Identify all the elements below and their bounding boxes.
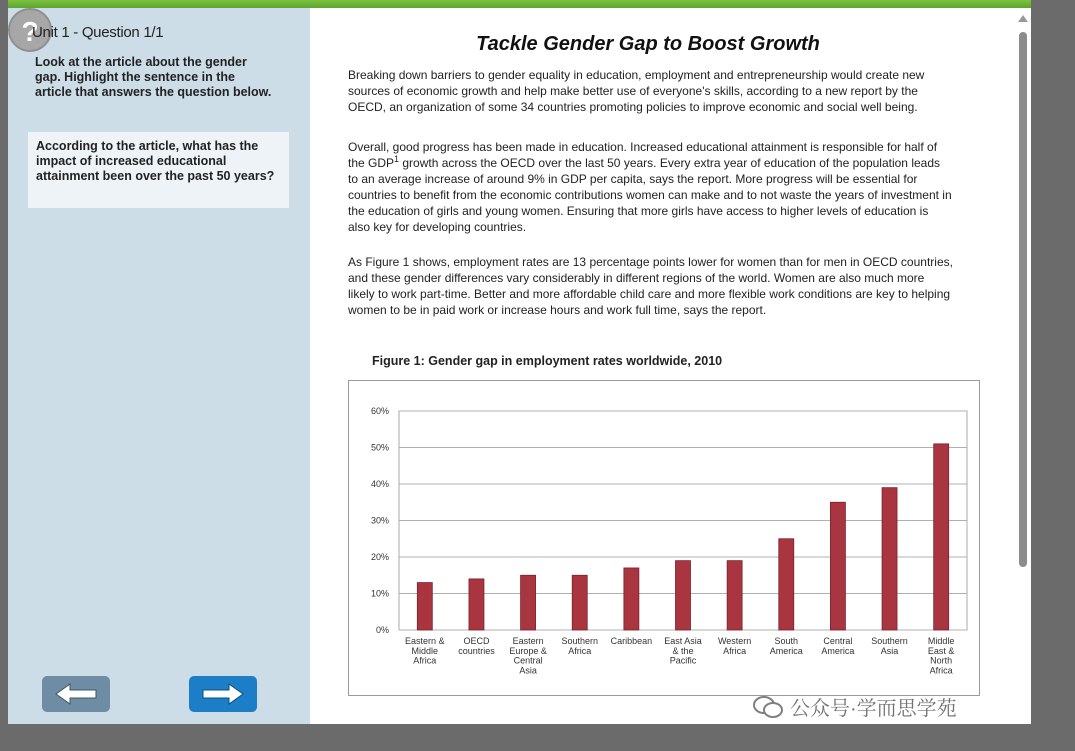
x-tick-label: countries bbox=[458, 645, 495, 656]
bar bbox=[779, 539, 794, 630]
bar bbox=[676, 561, 691, 630]
x-tick-label: Africa bbox=[723, 645, 747, 656]
x-tick-label: OECD bbox=[463, 636, 490, 646]
question-box: According to the article, what has the impact of increased educational attainment been over the past 50 years? bbox=[28, 132, 289, 208]
paragraph-2-part-a[interactable]: Overall, good progress has been made in education. Increased educational attainment is responsible for half of the GDP bbox=[348, 140, 938, 170]
x-tick-label: Eastern & bbox=[405, 636, 445, 646]
x-tick-label: East Asia bbox=[664, 636, 702, 646]
y-tick-label: 40% bbox=[370, 479, 389, 489]
arrow-left-icon bbox=[54, 682, 98, 706]
x-tick-label: Southern bbox=[871, 636, 908, 646]
article-paragraph-2[interactable] bbox=[348, 139, 953, 235]
watermark-text: 公众号·学而思学苑 bbox=[790, 698, 957, 720]
x-tick-label: East & bbox=[927, 645, 955, 656]
x-tick-label: Western bbox=[717, 636, 752, 646]
figure-caption: Figure 1: Gender gap in employment rates worldwide, 2010 bbox=[372, 354, 723, 368]
article-paragraph-3[interactable]: As Figure 1 shows, employment rates are 13 percentage points lower for women than for men in OECD countries, and these gender differences vary considerably in different regions of the world. Women are also much more likely to work part-time. Better and more affordable child care and more flexible work conditions are key to helping women to be in paid work or increase hours and work full time, says the report. bbox=[348, 255, 953, 317]
x-tick-label: America bbox=[769, 645, 803, 656]
arrow-right-icon bbox=[201, 682, 245, 706]
bar bbox=[521, 575, 536, 630]
y-tick-label: 10% bbox=[370, 588, 389, 599]
back-button[interactable] bbox=[42, 676, 110, 712]
wechat-icon bbox=[752, 694, 784, 720]
x-tick-label: Middle bbox=[411, 645, 439, 656]
x-tick-label: Africa bbox=[929, 665, 953, 676]
x-tick-label: Central bbox=[823, 636, 853, 646]
bar-chart bbox=[349, 381, 979, 695]
bar bbox=[727, 561, 742, 630]
y-tick-label: 50% bbox=[370, 442, 389, 453]
y-tick-label: 30% bbox=[370, 515, 389, 526]
scroll-up-icon[interactable] bbox=[1018, 15, 1028, 22]
y-tick-label: 0% bbox=[375, 625, 389, 635]
x-tick-label: Central bbox=[513, 655, 543, 666]
bar bbox=[469, 579, 484, 630]
x-tick-label: Africa bbox=[568, 645, 592, 656]
watermark bbox=[752, 692, 957, 721]
footnote-marker: 1 bbox=[394, 154, 400, 164]
bar bbox=[882, 488, 897, 630]
unit-title: Unit 1 - Question 1/1 bbox=[32, 24, 164, 41]
x-tick-label: Asia bbox=[519, 665, 537, 676]
x-tick-label: Africa bbox=[413, 655, 437, 666]
x-tick-label: Eastern bbox=[512, 636, 544, 646]
x-tick-label: South bbox=[774, 636, 799, 646]
bar bbox=[417, 583, 432, 630]
question-panel bbox=[8, 8, 310, 724]
chart-container bbox=[348, 380, 980, 696]
x-tick-label: Europe & bbox=[509, 645, 547, 656]
y-tick-label: 20% bbox=[370, 552, 389, 562]
next-button[interactable] bbox=[189, 676, 257, 712]
x-tick-label: & the bbox=[672, 645, 694, 656]
x-tick-label: Caribbean bbox=[610, 636, 653, 646]
article-paragraph-1[interactable]: Breaking down barriers to gender equality in education, employment and entrepreneurship would create new sources of economic growth and help make better use of everyone's skills, according to a new report by the OECD, an organization of some 34 countries promoting policies to improve economic and social well being. bbox=[348, 68, 925, 114]
x-tick-label: Southern bbox=[561, 636, 598, 646]
scrollbar-thumb[interactable] bbox=[1019, 32, 1027, 567]
app-frame bbox=[8, 0, 1031, 724]
bar bbox=[934, 444, 949, 630]
y-tick-label: 60% bbox=[370, 406, 389, 416]
x-tick-label: America bbox=[821, 645, 855, 656]
x-tick-label: North bbox=[930, 655, 953, 666]
x-tick-label: Middle bbox=[927, 636, 955, 646]
article-title: Tackle Gender Gap to Boost Growth bbox=[476, 33, 820, 55]
top-accent-bar bbox=[8, 0, 1031, 8]
paragraph-2-part-b[interactable]: growth across the OECD over the last 50 years. Every extra year of education of the population leads to an average increase of around 9% in GDP per capita, says the report. More progress will be essential for countries to benefit from the economic contributions women can make and to not waste the years of investment in the education of girls and young women. Ensuring that more girls have access to higher levels of education is also key for developing countries. bbox=[348, 156, 952, 234]
help-button[interactable]: ? bbox=[8, 8, 52, 52]
x-tick-label: Pacific bbox=[669, 655, 697, 666]
instruction-text: Look at the article about the gender gap. Highlight the sentence in the article that answers the question below. bbox=[35, 55, 272, 99]
bar bbox=[572, 575, 587, 630]
x-tick-label: Asia bbox=[880, 645, 899, 656]
bar bbox=[624, 568, 639, 630]
bar bbox=[830, 502, 845, 630]
